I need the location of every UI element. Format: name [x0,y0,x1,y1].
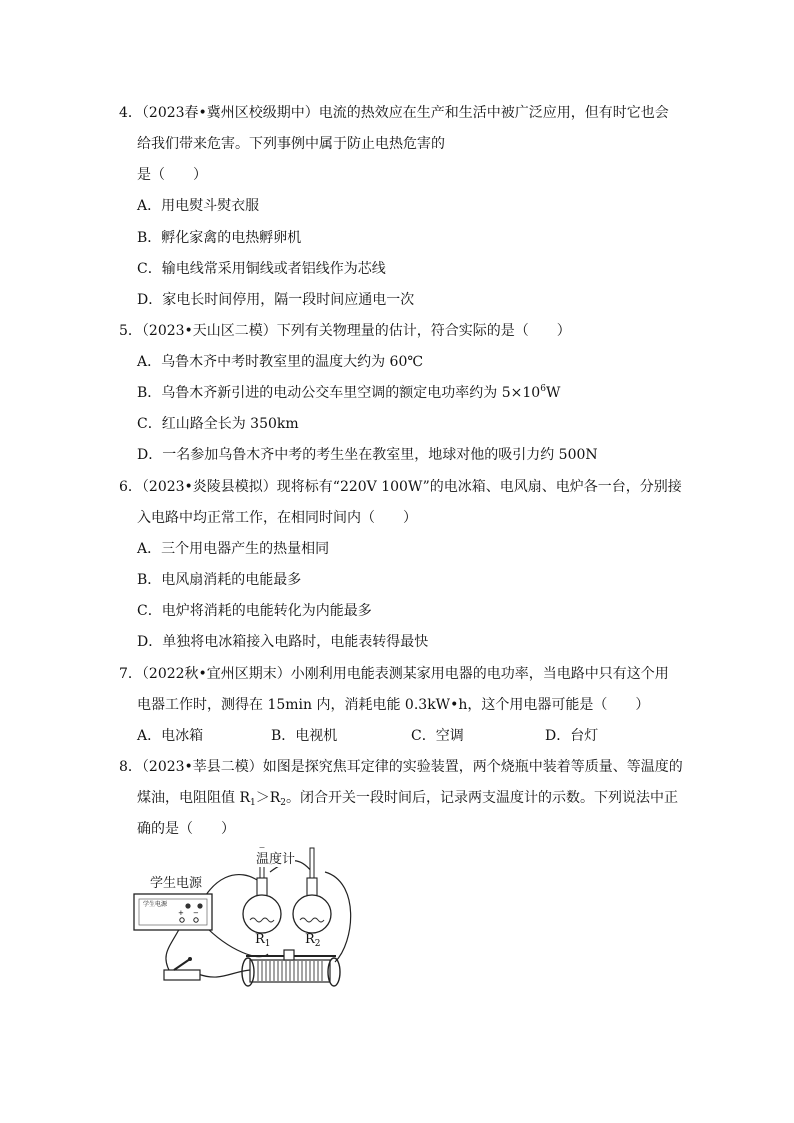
question-5-option-b-text: B．乌鲁木齐新引进的电动公交车里空调的额定电功率约为 5×10 [137,385,541,401]
question-4-option-a: A．用电熨斗熨衣服 [137,198,260,214]
svg-text:−: − [193,909,199,917]
rheostat-slider [284,950,294,960]
question-8-stem-line-2 [137,788,678,808]
question-5-option-b-exponent: 6 [540,384,546,394]
power-knob-icon-2 [197,903,202,908]
question-6-option-a: A．三个用电器产生的热量相同 [137,541,330,557]
question-4-option-b: B．孵化家禽的电热孵卵机 [137,230,302,246]
svg-text:+: + [178,909,184,917]
question-5-option-c: C．红山路全长为 350km [137,416,299,432]
question-6-stem-line-1: 6．（2023•炎陵县模拟）现将标有“220V 100W”的电冰箱、电风扇、电炉各一台，分别接 [119,479,682,495]
question-7-option-c: C．空调 [411,728,464,744]
wire-to-switch [166,924,182,972]
switch-base [164,970,200,980]
question-5-option-b [137,383,560,403]
question-6-option-b: B．电风扇消耗的电能最多 [137,572,302,588]
question-5-stem-line-1: 5．（2023•天山区二模）下列有关物理量的估计，符合实际的是（ ） [119,323,571,339]
switch-handle-icon [188,957,192,961]
resistor-r2-label [305,932,321,947]
flask-left-bulb [243,895,281,933]
question-7-option-d: D．台灯 [545,728,599,744]
q8-sub-2: 2 [280,798,287,808]
question-7-stem-line-2: 电器工作时，测得在 15min 内，消耗电能 0.3kW•h，这个用电器可能是（ ） [137,697,650,713]
question-7-stem-line-1: 7．（2022秋•宜州区期末）小刚利用电能表测某家用电器的电功率，当电路中只有这个用 [119,666,669,682]
question-7-option-a: A．电冰箱 [137,728,204,744]
flask-right-neck [307,878,317,896]
power-knob-icon [185,903,190,908]
q8-text-a: 煤油，电阻阻值 R [137,790,250,806]
q8-text-b: ＞R [255,790,281,806]
apparatus-drawing [130,842,360,1002]
power-panel-text: 学生电源 [143,901,168,908]
question-6-option-d: D．单独将电冰箱接入电路时，电能表转得最快 [137,634,429,650]
question-7-option-b: B．电视机 [271,728,338,744]
question-6-stem-line-2: 入电路中均正常工作，在相同时间内（ ） [137,510,417,526]
question-4-stem-line-1: 4．（2023春•冀州区校级期中）电流的热效应在生产和生活中被广泛应用，但有时它也会 [119,105,669,121]
question-6-option-c: C．电炉将消耗的电能转化为内能最多 [137,603,372,619]
r1-base: R [255,932,265,947]
flask-left-neck [257,878,267,896]
flask-right-bulb [293,895,331,933]
question-4-stem-line-2: 给我们带来危害。下列事例中属于防止电热危害的 [137,136,445,152]
resistor-r1-label [255,932,271,947]
question-4-stem-line-3: 是（ ） [137,167,207,183]
question-4-option-d: D．家电长时间停用，隔一段时间应通电一次 [137,292,415,308]
question-5-option-b-unit: W [545,385,561,401]
r2-sub: 2 [314,939,321,949]
question-5-option-a: A．乌鲁木齐中考时教室里的温度大约为 60℃ [137,354,424,370]
thermometer-label: 温度计 [256,848,295,867]
q8-text-c: 。闭合开关一段时间后，记录两支温度计的示数。下列说法中正 [286,790,679,806]
q8-sub-1: 1 [250,798,256,808]
r2-base: R [305,932,315,947]
question-5-option-d: D．一名参加乌鲁木齐中考的考生坐在教室里，地球对他的吸引力约 500N [137,447,598,463]
question-8-stem-line-1: 8．（2023•莘县二模）如图是探究焦耳定律的实验装置，两个烧瓶中装着等质量、等温度的 [119,759,683,775]
question-4-option-c: C．输电线常采用铜线或者铝线作为芯线 [137,261,386,277]
power-supply-label: 学生电源 [150,876,203,891]
switch-lever [174,959,190,970]
r1-sub: 1 [264,939,271,949]
question-8-stem-line-3: 确的是（ ） [137,821,235,837]
joule-law-apparatus-figure [130,842,360,1002]
